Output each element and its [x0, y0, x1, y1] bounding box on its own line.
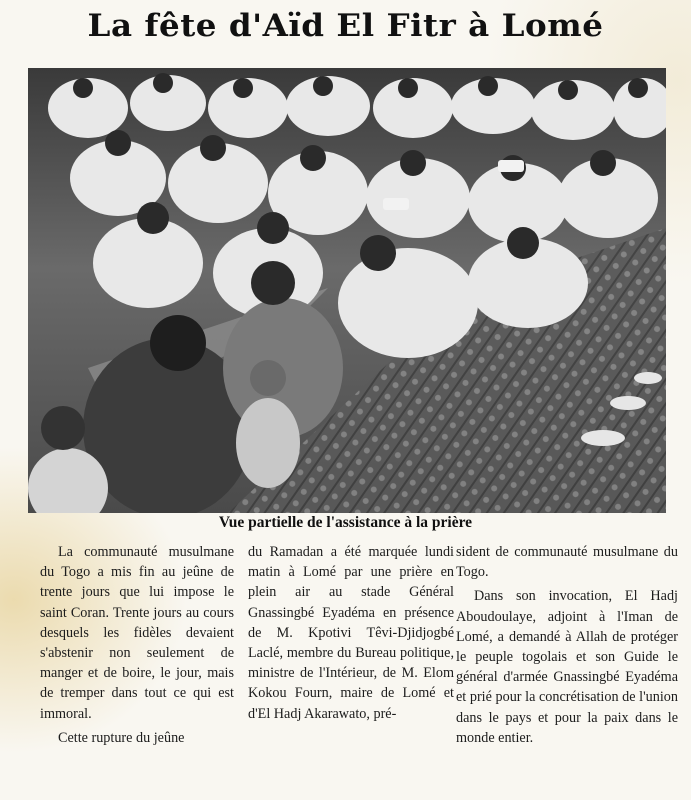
article-column-1	[40, 542, 234, 748]
article-body	[40, 542, 678, 782]
column1-paragraph-1: La communauté musulmane du Togo a mis fin au jeûne de trente jours que lui impose le saint Coran. Trente jours au cours desquels les fidèles devaient s'abstenir non seulement de manger et de boire, le jour, mais de tremper dans tout ce qui est immoral.	[40, 544, 234, 722]
column1-paragraph-2: Cette rupture du jeûne	[58, 729, 185, 746]
photo-caption: Vue partielle de l'assistance à la prière	[218, 514, 473, 531]
column3-paragraph-2: Dans son invocation, El Hadj Aboudoulaye, adjoint à l'Iman de Lomé, a demandé à Allah de protéger le peuple togolais et son Guide le général d'armée Gnassingbé Eyadéma et prié pour la concrétisation de l'union dans le pays et pour la paix dans le monde entier.	[456, 588, 678, 746]
article-headline: La fête d'Aïd El Fitr à Lomé	[87, 8, 604, 44]
photo-crowd-prayer-icon	[28, 68, 666, 513]
article-column-3	[456, 542, 678, 748]
column3-paragraph-1: sident de communauté musulmane du Togo.	[456, 544, 678, 581]
column2-paragraph-1: du Ramadan a été marquée lundi matin à Lomé par une prière en plein air au stade Général Gnassingbé Eyadéma en présence de M. Kpotivi Têvi-Djidjogbé Laclé, membre du Bureau politique, ministre de l'Intérieur, de M. Elom Kokou Fourn, maire de Lomé et d'El Hadj Akarawato, pré-	[248, 544, 454, 722]
article-photo	[28, 68, 666, 513]
article-column-2	[248, 542, 454, 724]
